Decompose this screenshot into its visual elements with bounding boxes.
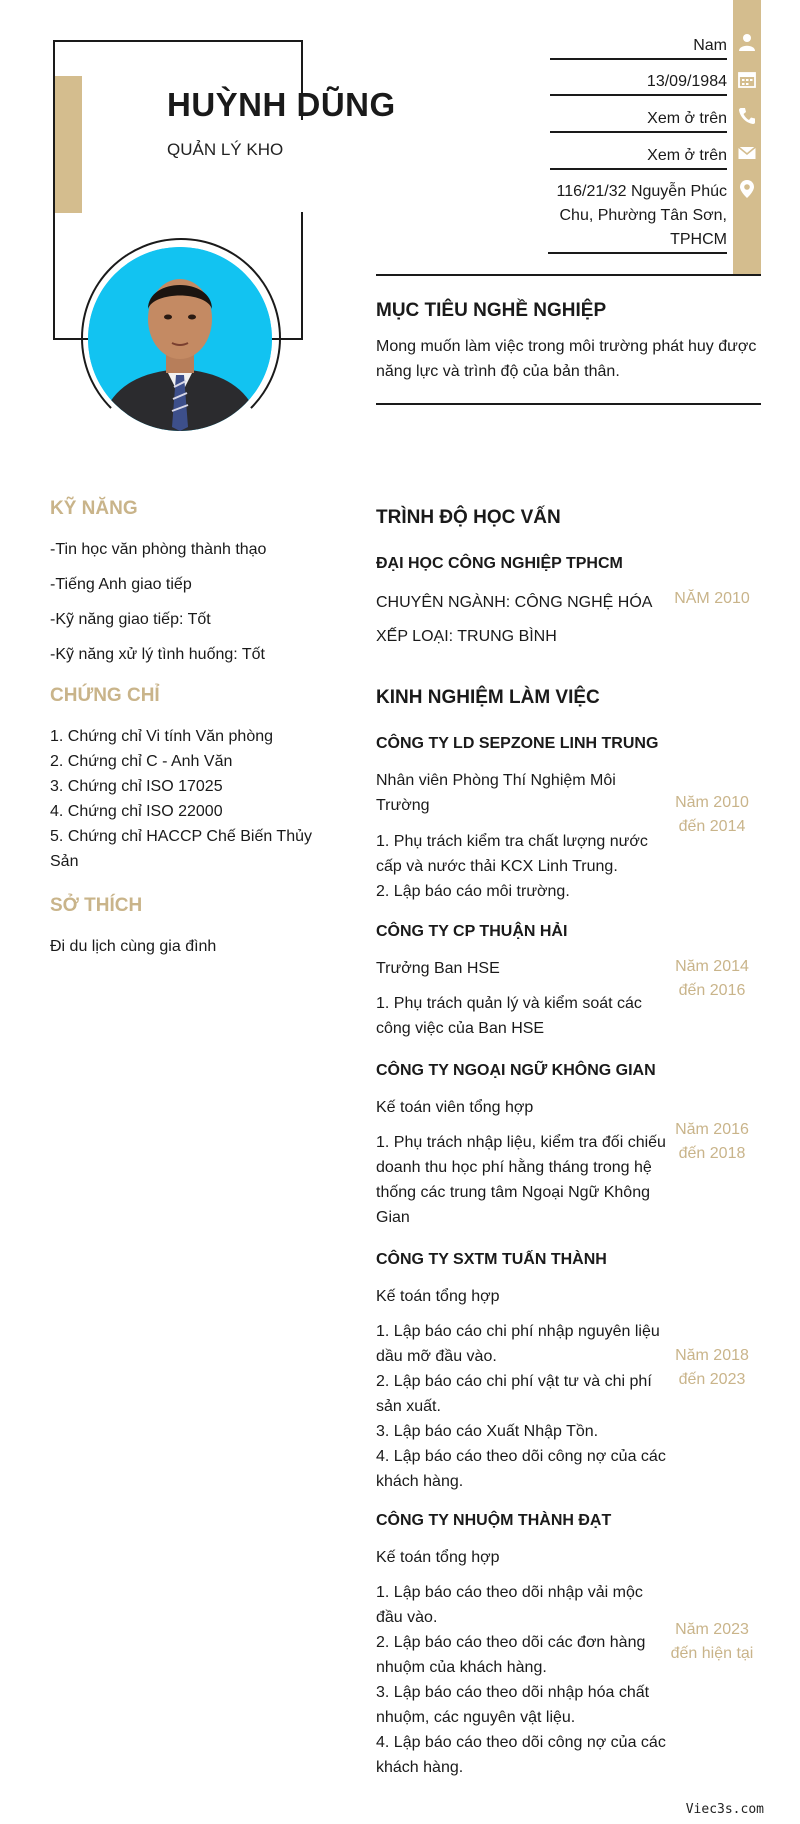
skill-item: -Tiếng Anh giao tiếp bbox=[50, 576, 192, 593]
job-position: Kế toán tổng hợp bbox=[376, 1549, 500, 1566]
certificate-item: 4. Chứng chỉ ISO 22000 bbox=[50, 803, 223, 820]
skills-title: KỸ NĂNG bbox=[50, 498, 138, 519]
avatar bbox=[88, 247, 272, 431]
contact-address: 116/21/32 Nguyễn Phúc Chu, Phường Tân Sơn, TPHCM bbox=[548, 180, 727, 254]
certificate-item: 1. Chứng chỉ Vi tính Văn phòng bbox=[50, 728, 274, 745]
job-period: Năm 2016 đến 2018 bbox=[675, 1121, 749, 1162]
education-major: CHUYÊN NGÀNH: CÔNG NGHỆ HÓA bbox=[376, 594, 653, 611]
objective-title: MỤC TIÊU NGHỀ NGHIỆP bbox=[376, 300, 607, 321]
job-position: Trưởng Ban HSE bbox=[376, 960, 500, 977]
contact-birthday: 13/09/1984 bbox=[550, 70, 727, 96]
certificate-item: 3. Chứng chỉ ISO 17025 bbox=[50, 778, 223, 795]
divider-top bbox=[376, 274, 761, 276]
school-name: ĐẠI HỌC CÔNG NGHIỆP TPHCM bbox=[376, 555, 623, 572]
accent-bar bbox=[55, 76, 82, 213]
job-company: CÔNG TY NGOẠI NGỮ KHÔNG GIAN bbox=[376, 1062, 656, 1079]
job-period: Năm 2018 đến 2023 bbox=[675, 1347, 749, 1388]
phone-icon bbox=[737, 106, 757, 126]
hobbies-text: Đi du lịch cùng gia đình bbox=[50, 938, 217, 955]
divider-objective bbox=[376, 403, 761, 405]
contact-email: Xem ở trên bbox=[550, 144, 727, 170]
watermark: Viec3s.com bbox=[685, 1802, 764, 1817]
candidate-name: HUỲNH DŨNG bbox=[167, 86, 396, 123]
contact-gender: Nam bbox=[550, 34, 727, 60]
job-company: CÔNG TY CP THUẬN HẢI bbox=[376, 923, 568, 940]
job-company: CÔNG TY NHUỘM THÀNH ĐẠT bbox=[376, 1512, 612, 1529]
certificate-item: 2. Chứng chỉ C - Anh Văn bbox=[50, 753, 233, 770]
job-position: Kế toán tổng hợp bbox=[376, 1288, 500, 1305]
job-duties: 1. Phụ trách nhập liệu, kiểm tra đối chiếu doanh thu học phí hằng tháng trong hệ thống các trung tâm Ngoại Ngữ Không Gian bbox=[376, 1134, 666, 1226]
calendar-icon bbox=[737, 69, 757, 89]
certificate-item: 5. Chứng chỉ HACCP Chế Biến Thủy Sản bbox=[50, 828, 312, 870]
job-period: Năm 2014 đến 2016 bbox=[675, 958, 749, 999]
candidate-role: QUẢN LÝ KHO bbox=[167, 140, 284, 159]
job-period: Năm 2023 đến hiện tại bbox=[670, 1621, 754, 1662]
education-period: NĂM 2010 bbox=[674, 590, 750, 607]
job-duties: 1. Lập báo cáo theo dõi nhập vải mộc đầu vào. 2. Lập báo cáo theo dõi các đơn hàng nhuộm của khách hàng. 3. Lập báo cáo theo dõi nhập hóa chất nhuộm, các nguyên vật liệu. 4. Lập báo cáo theo dõi công nợ của các khách hàng. bbox=[376, 1584, 666, 1776]
objective-text: Mong muốn làm việc trong môi trường phát huy được năng lực và trình độ của bản thân. bbox=[376, 338, 757, 380]
job-period: Năm 2010 đến 2014 bbox=[675, 794, 749, 835]
job-duties: 1. Phụ trách kiểm tra chất lượng nước cấp và nước thải KCX Linh Trung. 2. Lập báo cáo môi trường. bbox=[376, 833, 648, 900]
contact-phone: Xem ở trên bbox=[550, 107, 727, 133]
location-pin-icon bbox=[737, 179, 757, 199]
job-company: CÔNG TY SXTM TUẤN THÀNH bbox=[376, 1251, 607, 1268]
skill-item: -Tin học văn phòng thành thạo bbox=[50, 541, 267, 558]
hobbies-title: SỞ THÍCH bbox=[50, 895, 143, 916]
job-position: Kế toán viên tổng hợp bbox=[376, 1099, 534, 1116]
job-duties: 1. Phụ trách quản lý và kiểm soát các công việc của Ban HSE bbox=[376, 995, 642, 1037]
certificates-title: CHỨNG CHỈ bbox=[50, 685, 160, 706]
skill-item: -Kỹ năng xử lý tình huống: Tốt bbox=[50, 646, 265, 663]
education-title: TRÌNH ĐỘ HỌC VẤN bbox=[376, 507, 561, 528]
job-duties: 1. Lập báo cáo chi phí nhập nguyên liệu dầu mỡ đầu vào. 2. Lập báo cáo chi phí vật tư và chi phí sản xuất. 3. Lập báo cáo Xuất Nhập Tồn. 4. Lập báo cáo theo dõi công nợ của các khách hàng. bbox=[376, 1323, 666, 1490]
experience-title: KINH NGHIỆM LÀM VIỆC bbox=[376, 687, 600, 708]
job-position: Nhân viên Phòng Thí Nghiệm Môi Trường bbox=[376, 772, 616, 814]
person-icon bbox=[737, 32, 757, 52]
mail-icon bbox=[737, 143, 757, 163]
job-company: CÔNG TY LD SEPZONE LINH TRUNG bbox=[376, 735, 659, 752]
education-grade: XẾP LOẠI: TRUNG BÌNH bbox=[376, 628, 557, 645]
skill-item: -Kỹ năng giao tiếp: Tốt bbox=[50, 611, 211, 628]
